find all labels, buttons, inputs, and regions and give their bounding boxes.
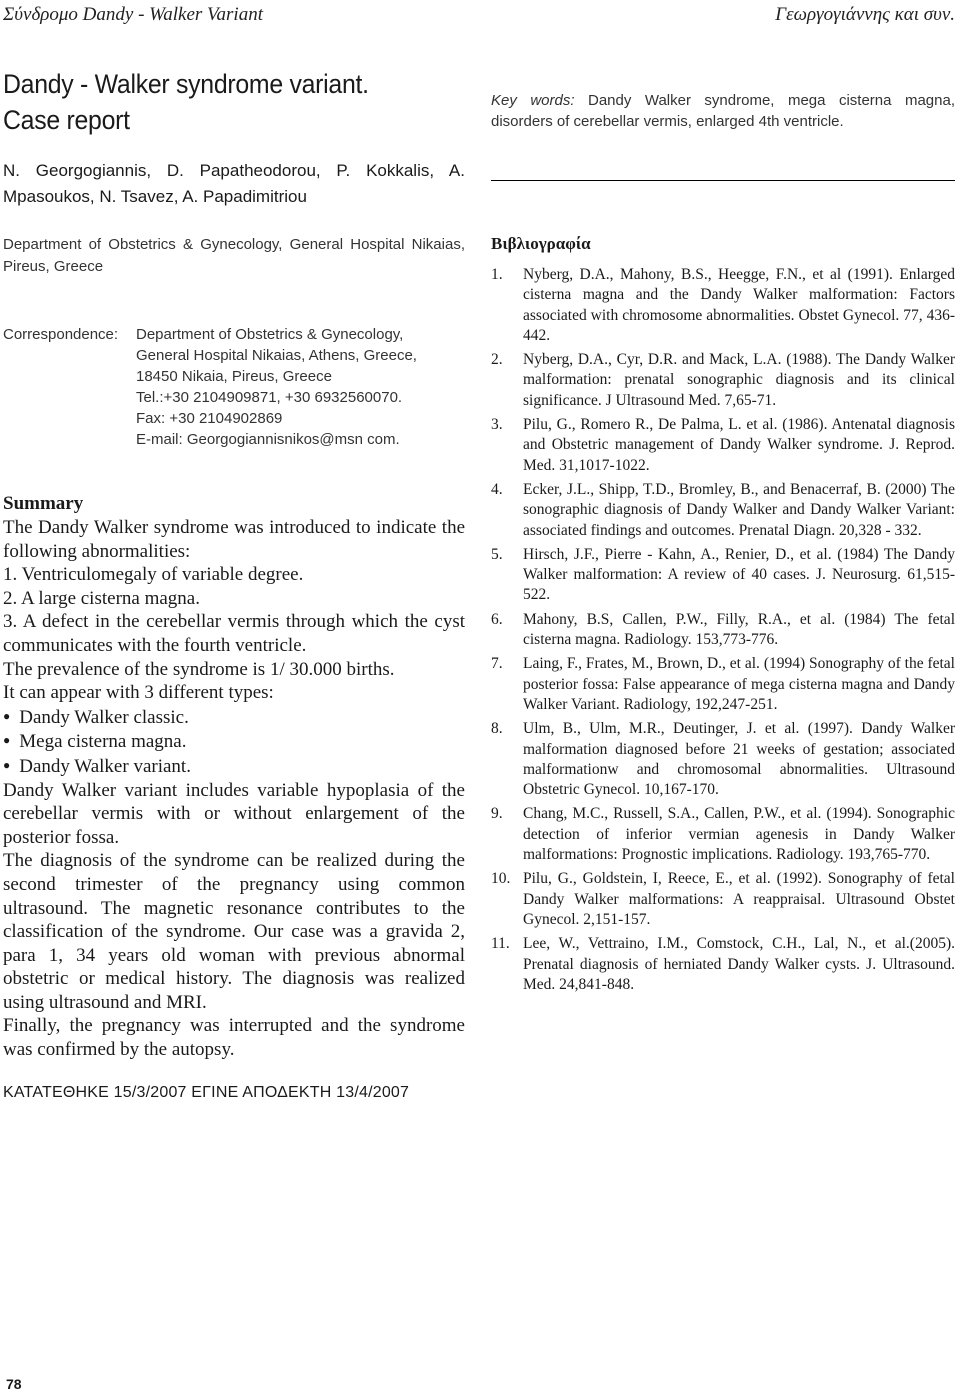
reference-list xyxy=(491,265,955,995)
summary-heading: Summary xyxy=(3,493,84,514)
correspondence-fax: Fax: +30 2104902869 xyxy=(136,410,283,427)
running-head-left: Σύνδρομο Dandy - Walker Variant xyxy=(3,4,263,25)
reference-text: Nyberg, D.A., Mahony, B.S., Heegge, F.N., et al (1991). Enlarged cisterna magna and the Dandy Walker malformation: Factors associated with chromosome abnormalities. Obstet Gynecol. 77, 436-442. xyxy=(523,266,955,344)
reference-text: Lee, W., Vettraino, I.M., Comstock, C.H., Lal, N., et al.(2005). Prenatal diagnosis of herniated Dandy Walker cysts. J. Ultrasound. Med. 24,841-848. xyxy=(523,935,955,993)
correspondence-line: Department of Obstetrics & Gynecology, xyxy=(136,326,404,343)
summary-paragraph: 3. A defect in the cerebellar vermis through which the cyst communicates with the fourth ventricle. xyxy=(3,611,465,656)
running-head-right: Γεωργογιάννης και συν. xyxy=(775,4,955,25)
summary-paragraph: 1. Ventriculomegaly of variable degree. xyxy=(3,564,304,586)
reference-item xyxy=(491,545,955,606)
bullet-item: ● Dandy Walker variant. xyxy=(3,754,465,779)
title-line-1: Dandy - Walker syndrome variant. xyxy=(3,69,369,99)
reference-text: Laing, F., Frates, M., Brown, D., et al. (1994) Sonography of the fetal posterior fossa: False appearance of mega cisterna magna and Dandy Walker Variant. Radiology, 192,247-251. xyxy=(523,655,955,713)
reference-text: Mahony, B.S, Callen, P.W., Filly, R.A., et al. (1984) The fetal cisterna magna. Radiology. 153,773-776. xyxy=(523,610,955,649)
bullet-item: ● Dandy Walker classic. xyxy=(3,705,465,730)
reference-text: Pilu, G., Goldstein, I, Reece, E., et al. (1992). Sonography of fetal Dandy Walker malformations: A reappraisal. Ultrasound Obstet Gynecol. 2,151-157. xyxy=(523,870,955,928)
reference-text: Chang, M.C., Russell, S.A., Callen, P.W., et al. (1994). Sonographic detection of inferior vermian agenesis in Dandy Walker malformations: Prognostic implications. Radiology. 193,765-770. xyxy=(523,805,955,864)
summary-paragraph: It can appear with 3 different types: xyxy=(3,682,274,704)
reference-item xyxy=(491,804,955,865)
reference-item xyxy=(491,610,955,651)
reference-number: 1. xyxy=(491,266,503,283)
reference-text: Pilu, G., Romero R., De Palma, L. et al. (1986). Antenatal diagnosis and Obstetric management of Dandy Walker syndrome. J. Reprod. Med. 31,1017-1022. xyxy=(523,416,955,474)
page-number: 78 xyxy=(6,1376,22,1392)
reference-item xyxy=(491,654,955,715)
reference-number: 5. xyxy=(491,545,503,563)
reference-number: 11. xyxy=(491,935,510,953)
keywords-label: Key words: xyxy=(491,92,575,109)
submission-dates: ΚΑΤΑΤΕΘΗΚΕ 15/3/2007 ΕΓΙΝΕ ΑΠΟΔΕΚΤΗ 13/4/2007 xyxy=(3,1084,410,1101)
keywords-text: Dandy Walker syndrome, mega cisterna magna, disorders of cerebellar vermis, enlarged 4th ventricle. xyxy=(491,92,955,130)
correspondence-line: 18450 Nikaia, Pireus, Greece xyxy=(136,368,332,385)
reference-number: 6. xyxy=(491,610,503,628)
summary-paragraph: The prevalence of the syndrome is 1/ 30.000 births. xyxy=(3,658,395,680)
bullet-item: ● Mega cisterna magna. xyxy=(3,729,465,754)
reference-item xyxy=(491,719,955,800)
divider xyxy=(491,180,955,181)
reference-item xyxy=(491,265,955,346)
reference-item xyxy=(491,350,955,411)
reference-number: 8. xyxy=(491,720,503,738)
correspondence-phone: Tel.:+30 2104909871, +30 6932560070. xyxy=(136,389,403,406)
correspondence-block xyxy=(3,324,465,450)
reference-number: 9. xyxy=(491,805,503,823)
reference-item xyxy=(491,480,955,541)
reference-text: Nyberg, D.A., Cyr, D.R. and Mack, L.A. (1988). The Dandy Walker malformation: prenatal sonographic diagnosis and its clinical significance. J Ultrasound Med. 7,65-71. xyxy=(523,351,955,409)
correspondence-line: General Hospital Nikaias, Athens, Greece, xyxy=(136,347,417,364)
reference-number: 3. xyxy=(491,416,503,434)
references-heading: Βιβλιογραφία xyxy=(491,234,591,253)
summary-paragraph: The Dandy Walker syndrome was introduced to indicate the following abnormalities: xyxy=(3,517,465,562)
reference-number: 2. xyxy=(491,351,503,369)
summary-paragraph: The diagnosis of the syndrome can be realized during the second trimester of the pregnancy using common ultrasound. The magnetic resonance contributes to the classification of the syndrome. Our case was a gravida 2, para 1, 34 years old woman with previous abnormal obstetric or medical history. The diagnosis was realized using ultrasound and MRI. xyxy=(3,850,465,1013)
reference-number: 7. xyxy=(491,655,503,673)
reference-number: 10. xyxy=(491,870,511,888)
summary-body xyxy=(3,516,465,1062)
correspondence-address xyxy=(136,324,417,450)
right-column xyxy=(491,90,955,999)
summary-paragraph: 2. A large cisterna magna. xyxy=(3,587,200,609)
left-column xyxy=(3,66,465,1062)
reference-number: 4. xyxy=(491,480,503,498)
summary-paragraph: Finally, the pregnancy was interrupted and the syndrome was confirmed by the autopsy. xyxy=(3,1015,465,1061)
reference-text: Hirsch, J.F., Pierre - Kahn, A., Renier, D., et al. (1984) The Dandy Walker malformation: A review of 40 cases. J. Neurosurg. 61,515-522. xyxy=(523,545,955,604)
reference-item xyxy=(491,415,955,476)
reference-text: Ecker, J.L., Shipp, T.D., Bromley, B., and Benacerraf, B. (2000) The sonographic diagnosis of Dandy Walker and Dandy Walker Variant: associated findings and outcomes. Prenatal Diagn. 20,328 - 332. xyxy=(523,480,955,539)
correspondence-email: E-mail: Georgogiannisnikos@msn com. xyxy=(136,431,400,448)
author-list: N. Georgogiannis, D. Papatheodorou, P. Kokkalis, A. Mpasoukos, N. Tsavez, A. Papadimitriou xyxy=(3,161,465,206)
reference-item xyxy=(491,869,955,930)
reference-item xyxy=(491,934,955,995)
summary-paragraph: Dandy Walker variant includes variable hypoplasia of the cerebellar vermis with or without enlargement of the posterior fossa. xyxy=(3,779,465,848)
title-line-2: Case report xyxy=(3,105,130,135)
article-title xyxy=(3,66,428,138)
correspondence-label: Correspondence: xyxy=(3,326,119,343)
affiliation: Department of Obstetrics & Gynecology, General Hospital Nikaias, Pireus, Greece xyxy=(3,236,465,275)
keywords xyxy=(491,90,955,132)
reference-text: Ulm, B., Ulm, M.R., Deutinger, J. et al. (1997). Dandy Walker malformation diagnosed before 21 weeks of gestation; associated malformationw and chromosomal abnormalities. Ultrasound Obstetric Gynecol. 10,167-170. xyxy=(523,720,955,799)
